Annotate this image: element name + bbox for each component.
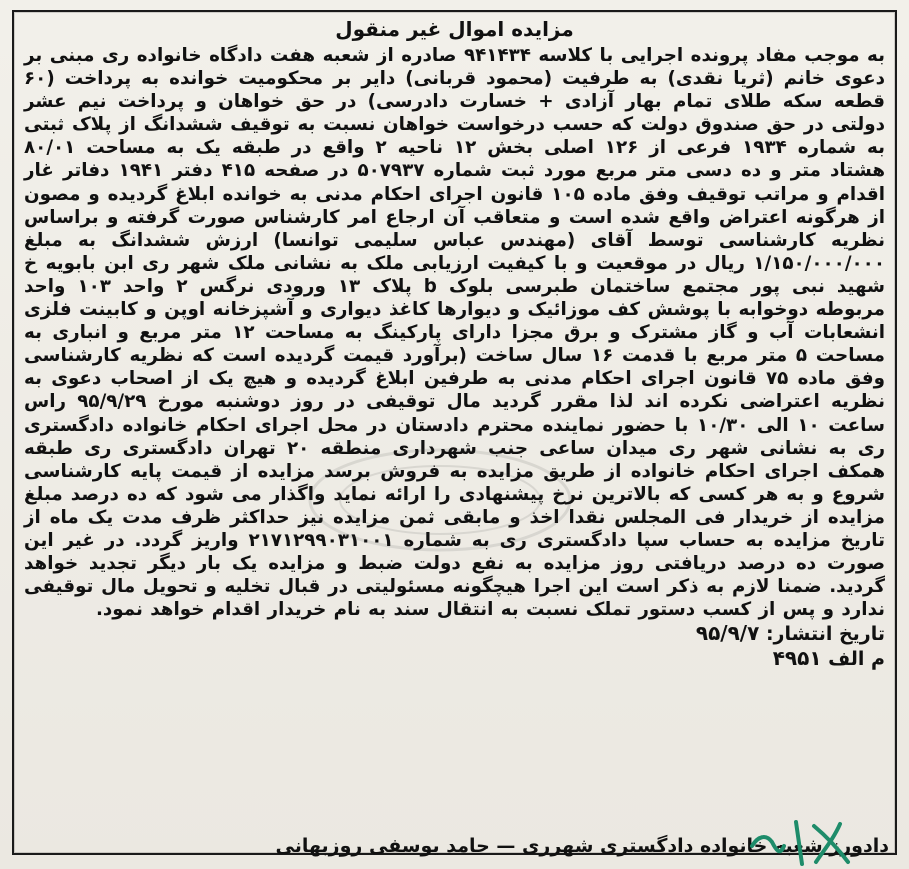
notice-content bbox=[24, 16, 885, 671]
reference-label: م الف bbox=[828, 648, 885, 671]
faint-watermark bbox=[300, 440, 580, 560]
handwritten-mark bbox=[744, 816, 854, 868]
publish-date-line bbox=[24, 621, 885, 646]
reference-number: ۴۹۵۱ bbox=[772, 646, 822, 671]
publish-date-label: تاریخ انتشار: bbox=[765, 623, 885, 646]
publish-date: ۹۵/۹/۷ bbox=[695, 621, 760, 646]
notice-title: مزایده اموال غیر منقول bbox=[335, 17, 574, 41]
reference-line bbox=[24, 646, 885, 671]
signature-line: دادورز شعبه خانواده دادگستری شهرری — حامد یوسفی روزبهانی bbox=[275, 835, 889, 857]
notice-body: به موجب مفاد پرونده اجرایی با کلاسه ۹۴۱۴۳۴ صادره از شعبه هفت دادگاه خانواده ری مبنی بر دعوی خانم (ثریا نقدی) به طرفیت (محمود قربانی) دایر بر محکومیت خوانده به پرداخت (۶۰ قطعه سکه طلای تمام بهار آزادی + خسارت دادرسی) در حق خواهان و پرداخت نیم عشر دولتی در حق صندوق دولت که حسب درخواست خواهان نسبت به توقیف ششدانگ از پلاک ثبتی به شماره ۱۹۳۴ فرعی از ۱۲۶ اصلی بخش ۱۲ ناحیه ۲ واقع در طبقه یک به مساحت ۸۰/۰۱ هشتاد متر و ده دسی متر مربع مورد ثبت شماره ۵۰۷۹۳۷ در صفحه ۴۱۵ دفتر ۱۹۴۱ دفاتر غار اقدام و مراتب توقیف وفق ماده ۱۰۵ قانون اجرای احکام مدنی به خوانده ابلاغ گردیده و مصون از هرگونه اعتراض واقع شده است و متعاقب آن ارجاع امر کارشناس صورت گرفته و براساس نظریه کارشناسی توسط آقای (مهندس عباس سلیمی توانسا) ارزش ششدانگ به مبلغ ۱/۱۵۰/۰۰۰/۰۰۰ ریال در موقعیت و با کیفیت ارزیابی ملک به نشانی ملک شهر ری ابن بابویه خ شهید نبی پور مجتمع ساختمان طبرسی بلوک b پلاک ۱۳ ورودی نرگس ۲ واحد ۱۰۳ واحد مربوطه دوخوابه با پوشش کف موزائیک و دیوارها کاغذ دیواری و آشپزخانه اوپن و کابینت فلزی انشعابات آب و گاز مشترک و برق مجزا دارای پارکینگ به مساحت ۱۲ متر مربع و انباری به مساحت ۵ متر مربع با قدمت ۱۶ سال ساخت (برآورد قیمت گردیده است که نظریه کارشناسی وفق ماده ۷۵ قانون اجرای احکام مدنی به طرفین ابلاغ گردیده و هیچ یک از اصحاب دعوی به نظریه اعتراضی نکرده اند لذا مقرر گردید مال توقیفی در روز دوشنبه مورخ ۹۵/۹/۲۹ راس ساعت ۱۰ الی ۱۰/۳۰ با حضور نماینده محترم دادستان در محل اجرای احکام خانواده دادگستری ری به نشانی شهر ری میدان ساعی جنب شهرداری منطقه ۲۰ تهران دادگستری ری طبقه همکف اجرای احکام خانواده از طریق مزایده به فروش برسد مزایده از قیمت پایه کارشناسی شروع و به هر کسی که بالاترین نرخ پیشنهادی را ارائه نماید واگذار می شود که ده درصد مبلغ مزایده از خریدار فی المجلس نقدا اخذ و مابقی ثمن مزایده نیز حداکثر ظرف مدت یک ماه از تاریخ مزایده به حساب سپا دادگستری ری به شماره ۲۱۷۱۲۹۹۰۳۱۰۰۱ واریز گردد. در غیر این صورت ده درصد دریافتی روز مزایده به نفع دولت ضبط و مزایده یک بار دیگر تجدید خواهد گردید. ضمنا لازم به ذکر است این اجرا هیچگونه مسئولیتی در قبال تخلیه و تحویل مال توقیفی ندارد و پس از کسب دستور تملک نسبت به انتقال سند به نام خریدار اقدام خواهد نمود. bbox=[24, 45, 886, 621]
